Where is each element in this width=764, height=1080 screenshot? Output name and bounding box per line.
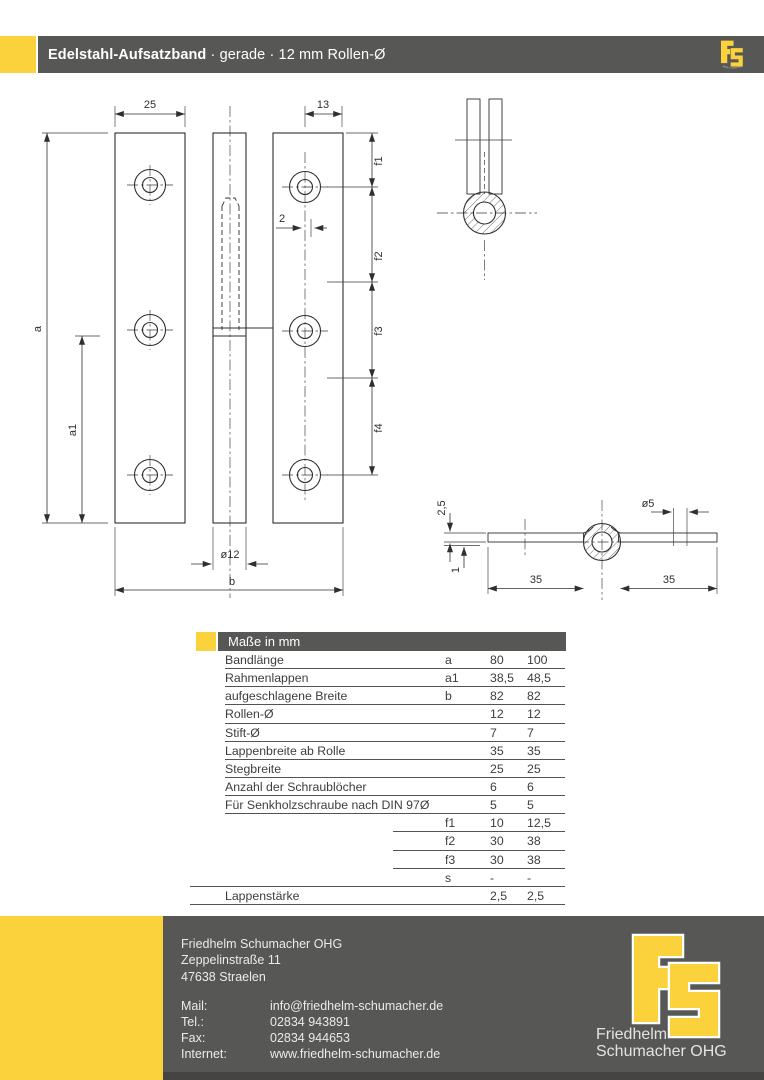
footer-yellow-block [0,916,163,1080]
table-row: f2 30 38 [225,832,565,850]
dim-f1: f1 [373,156,385,166]
dim-open-width: b [228,576,236,588]
footer-bottom-strip [163,1072,764,1080]
product-variant: · gerade · 12 mm Rollen-Ø [206,46,386,63]
table-row: Lappenbreite ab Rolle 35 35 [225,742,565,760]
table-row: Stift-Ø 7 7 [225,724,565,742]
dim-thickness: 2,5 [436,500,448,516]
dim-f4: f4 [373,423,385,433]
footer-address-block [181,936,443,1063]
table-row: Anzahl der Schraublöcher 6 6 [225,778,565,796]
dim-roll-diameter: ø12 [220,549,240,561]
contact-row-internet: Internet: www.friedhelm-schumacher.de [181,1046,441,1061]
table-row: f1 10 12,5 [225,814,565,832]
table-row: f3 30 38 [225,851,565,869]
dim-f2: f2 [373,251,385,261]
footer-logo-name-line1: Friedhelm [596,1026,668,1043]
table-row: s - - [225,869,565,887]
din-diameter-symbol: Ø [419,798,430,813]
table-row: Rollen-Ø 12 12 [225,705,565,723]
contact-row-tel: Tel.: 02834 943891 [181,1015,350,1030]
dim-leaf-right: 35 [662,574,676,586]
logo-made-in-germany-text: Made in Germany [722,64,744,70]
footer-logo-name-line2: Schumacher OHG [596,1043,727,1060]
dim-frame-length: a1 [67,423,79,437]
dim-screw-diameter: ø5 [641,498,655,510]
table-yellow-accent [196,632,216,651]
knuckle-section-view [437,99,537,280]
contact-website: www.friedhelm-schumacher.de [270,1046,441,1061]
contact-phone: 02834 943891 [270,1015,350,1030]
screw-holes-right [282,152,328,500]
table-row: aufgeschlagene Breite b 82 82 [225,687,565,705]
flat-section-view [436,498,717,600]
table-header-label: Maße in mm [218,632,566,651]
table-row: Für Senkholzschraube nach DIN 97 Ø 5 5 [225,796,565,814]
footer-contacts [181,999,443,1063]
spec-table [196,632,566,905]
table-row: Stegbreite 25 25 [225,760,565,778]
contact-row-mail: Mail: info@friedhelm-schumacher.de [181,999,444,1014]
screw-holes-left [127,165,173,495]
table-row: Rahmenlappen a1 38,5 48,5 [225,669,565,687]
dim-hole-offset: 2 [278,213,286,225]
product-name: Edelstahl-Aufsatzband [48,46,207,63]
spec-table-rows [225,651,565,905]
front-view [32,99,385,598]
table-row: Bandlänge a 80 100 [225,651,565,669]
contact-email: info@friedhelm-schumacher.de [270,999,444,1014]
dim-edge-dist: 13 [316,99,330,111]
dim-steg-width: 25 [143,99,157,111]
company-name: Friedhelm Schumacher OHG [181,937,343,951]
company-street: Zeppelinstraße 11 [181,953,281,968]
contact-row-fax: Fax: 02834 944653 [181,1031,350,1046]
dim-band-length: a [32,325,44,333]
fs-logo-icon-large [594,928,744,1040]
company-city: 47638 Straelen [181,969,266,984]
table-row: Lappenstärke 2,5 2,5 [225,887,565,905]
dim-offset: 1 [450,566,462,574]
spec-table-header [196,632,566,651]
contact-fax: 02834 944653 [270,1031,350,1046]
dim-leaf-left: 35 [529,574,543,586]
dim-f3: f3 [373,326,385,336]
